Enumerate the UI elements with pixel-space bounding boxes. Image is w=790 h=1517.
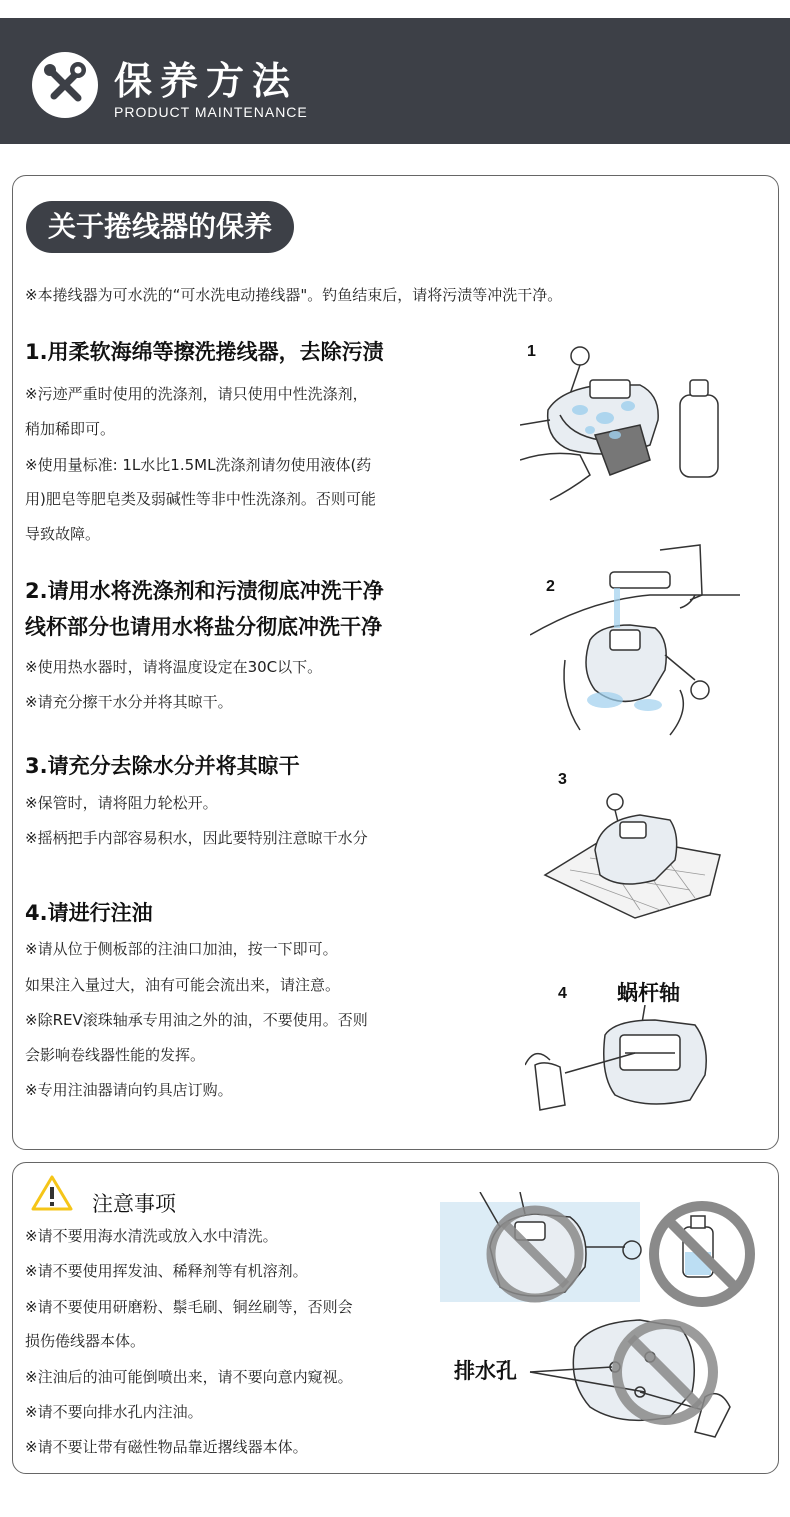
step-3-heading: 3.请充分去除水分并将其晾干 bbox=[25, 754, 300, 778]
caution-line: 损伤倦线器本体。 bbox=[25, 1332, 146, 1350]
worm-shaft-label: 蜗杆轴 bbox=[617, 981, 680, 1005]
figure-4-number: 4 bbox=[558, 985, 567, 1002]
step-2-line: ※使用热水器时，请将温度设定在30C以下。 bbox=[25, 658, 323, 676]
step-1-line: ※使用量标准: 1L水比1.5ML洗涤剂请勿使用液体(药 bbox=[25, 456, 372, 474]
figure-1-number: 1 bbox=[527, 343, 536, 360]
step-1-line: ※污迹严重时使用的洗涤剂，请只使用中性洗涤剂， bbox=[25, 385, 368, 403]
step-3-line: ※保管时，请将阻力轮松开。 bbox=[25, 794, 218, 812]
reel-drying-illustration bbox=[540, 780, 730, 920]
caution-line: ※请不要向排水孔内注油。 bbox=[25, 1403, 203, 1421]
header-subtitle: PRODUCT MAINTENANCE bbox=[114, 104, 308, 120]
step-4-line: 如果注入量过大，油有可能会流出来，请注意。 bbox=[25, 976, 341, 994]
step-1-line: 用)肥皂等肥皂类及弱碱性等非中性洗涤剂。否则可能 bbox=[25, 490, 376, 508]
caution-title: 注意事项 bbox=[92, 1192, 176, 1216]
wrench-screwdriver-icon bbox=[32, 52, 98, 118]
reel-rinsing-illustration bbox=[530, 540, 740, 740]
step-1-line: 导致故障。 bbox=[25, 525, 101, 543]
caution-line: ※请不要使用研磨粉、鬃毛刷、铜丝刷等，否则会 bbox=[25, 1298, 353, 1316]
section-intro: ※本捲线器为可水洗的“可水洗电动捲线器"。钓鱼结束后，请将污渍等冲洗干净。 bbox=[25, 286, 563, 304]
step-2-heading: 2.请用水将洗涤剂和污渍彻底冲洗干净 bbox=[25, 579, 384, 603]
figure-3-number: 3 bbox=[558, 771, 567, 788]
caution-line: ※请不要让带有磁性物品靠近撂线器本体。 bbox=[25, 1438, 308, 1456]
step-4-line: ※除REV滚珠轴承专用油之外的油，不要使用。否则 bbox=[25, 1011, 368, 1029]
step-4-line: ※专用注油器请向钓具店订购。 bbox=[25, 1081, 233, 1099]
step-4-line: ※请从位于侧板部的注油口加油，按一下即可。 bbox=[25, 940, 338, 958]
drain-hole-label: 排水孔 bbox=[454, 1359, 517, 1383]
warning-triangle-icon bbox=[30, 1174, 74, 1212]
step-2-heading-2: 线杯部分也请用水将盐分彻底冲洗干净 bbox=[25, 615, 382, 639]
caution-line: ※请不要使用挥发油、稀释剂等有机溶剂。 bbox=[25, 1262, 308, 1280]
header-title: 保养方法 bbox=[114, 59, 299, 103]
caution-illustration bbox=[440, 1192, 775, 1447]
reel-oiling-illustration bbox=[525, 1005, 725, 1115]
section-title: 关于捲线器的保养 bbox=[26, 201, 294, 253]
figure-2-number: 2 bbox=[546, 578, 555, 595]
caution-line: ※注油后的油可能倒喷出来，请不要向意内窥视。 bbox=[25, 1368, 353, 1386]
reel-washing-illustration bbox=[520, 340, 730, 505]
caution-line: ※请不要用海水清洗或放入水中清洗。 bbox=[25, 1227, 278, 1245]
page-header bbox=[0, 18, 790, 144]
step-4-line: 会影响卷线器性能的发挥。 bbox=[25, 1046, 206, 1064]
step-2-line: ※请充分擦干水分并将其晾干。 bbox=[25, 693, 233, 711]
step-1-heading: 1.用柔软海绵等擦洗捲线器，去除污渍 bbox=[25, 340, 384, 364]
step-1-line: 稍加稀即可。 bbox=[25, 420, 116, 438]
step-4-heading: 4.请进行注油 bbox=[25, 901, 153, 925]
step-3-line: ※摇柄把手内部容易积水，因此要特别注意晾干水分 bbox=[25, 829, 368, 847]
